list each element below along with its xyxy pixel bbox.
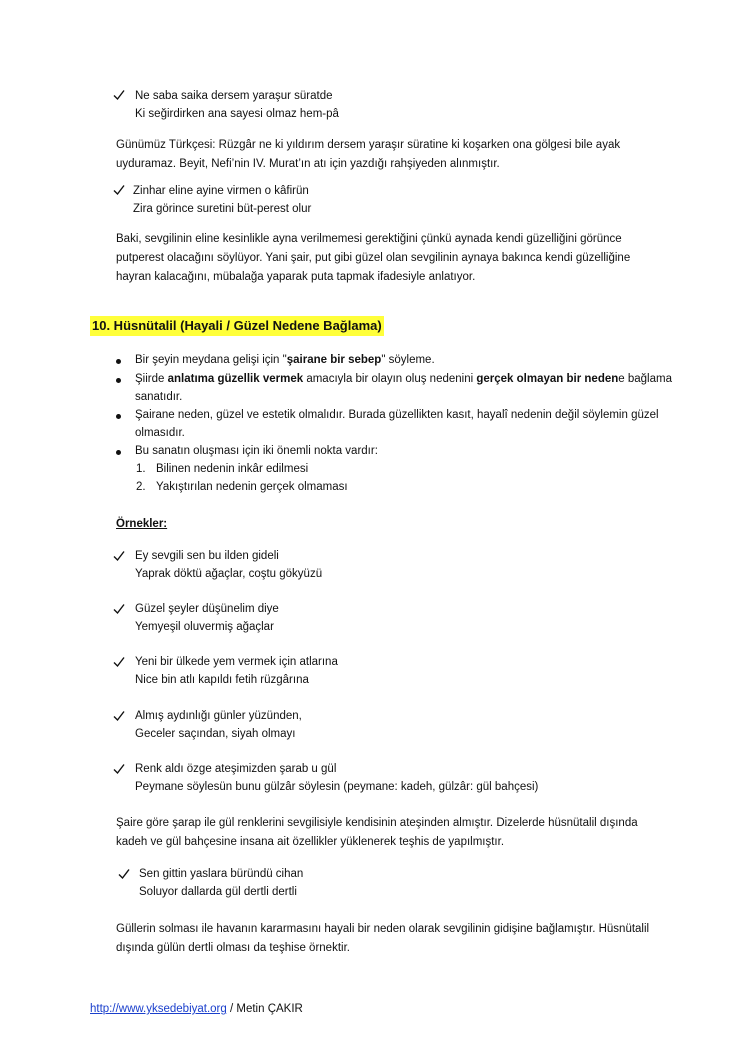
bullet-text: e bağlama [618, 373, 672, 385]
verse-line: Ki seğirdirken ana sayesi olmaz hem-pâ [135, 108, 339, 120]
verse-line: Yemyeşil oluvermiş ağaçlar [135, 621, 274, 633]
paragraph: Baki, sevgilinin eline kesinlikle ayna verilmemesi gerektiğini çünkü aynada kendi güzelliğini görünce putperest olacağını söylüyor. Yani şair, put gibi güzel olan sevgilinin aynaya bakınca kendi güzelliğine hayran kalacağını, mübalağa yaparak puta tapmak ifadesiyle anlatıyor. [116, 233, 631, 283]
numbered-item-number: 1. [136, 463, 146, 475]
bullet-text: Şiirde [135, 373, 168, 385]
paragraph: Şaire göre şarap ile gül renklerini sevgilisiyle kendisinin ateşinden almıştır. Dizelerde hüsnütalil dışında kadeh ve gül bahçesine insana ait özellikler yüklenerek teşhis de yapılmıştır. [116, 817, 638, 848]
bullet-icon [116, 359, 121, 364]
numbered-item: Yakıştırılan nedenin gerçek olmaması [156, 481, 348, 493]
paragraph: Günümüz Türkçesi: Rüzgâr ne ki yıldırım dersem yaraşır süratine ki koşarken ona gölgesi bile ayak uyduramaz. Beyit, Nefi’nin IV. Murat’ın atı için yazdığı rahşiyeden alınmıştır. [116, 139, 621, 170]
verse-line: Güzel şeyler düşünelim diye [135, 603, 279, 615]
paragraph: Güllerin solması ile havanın kararmasını hayali bir neden olarak sevgilinin gidişine bağlamıştır. Hüsnütalil dışında gülün dertli olması da teşhise örnektir. [116, 923, 650, 954]
numbered-item-number: 2. [136, 481, 146, 493]
bullet-item: Şairane neden, güzel ve estetik olmalıdır. Burada güzellikten kasıt, hayalî nedenin değil söylemin güzel [135, 409, 659, 421]
verse-line: Sen gittin yaslara büründü cihan [139, 868, 304, 880]
verse-line: Yeni bir ülkede yem vermek için atlarına [135, 656, 338, 668]
verse-line: Zira görince suretini büt-perest olur [133, 203, 312, 215]
bullet-text: Bir şeyin meydana gelişi için " [135, 354, 287, 366]
bullet-continuation: sanatıdır. [135, 391, 183, 403]
verse-line: Ne saba saika dersem yaraşur süratde [135, 90, 333, 102]
bullet-bold-text: gerçek olmayan bir neden [476, 373, 619, 385]
verse-line: Renk aldı özge ateşimizden şarab u gül [135, 763, 337, 775]
bullet-icon [116, 378, 121, 383]
website-link[interactable]: http://www.yksedebiyat.org [90, 1003, 227, 1015]
checkmark-icon [113, 710, 125, 722]
checkmark-icon [113, 763, 125, 775]
checkmark-icon [118, 868, 130, 880]
bullet-bold-text: anlatıma güzellik vermek [167, 373, 304, 385]
footer-separator: / [226, 1003, 237, 1015]
bullet-icon [116, 450, 121, 455]
checkmark-icon [113, 89, 125, 101]
checkmark-icon [113, 550, 125, 562]
checkmark-icon [113, 603, 125, 615]
bullet-item [135, 352, 435, 370]
verse-line: Almış aydınlığı günler yüzünden, [135, 710, 302, 722]
verse-line: Nice bin atlı kapıldı fetih rüzgârına [135, 674, 309, 686]
bullet-item: Bu sanatın oluşması için iki önemli nokta vardır: [135, 445, 378, 457]
examples-label: Örnekler: [116, 518, 168, 530]
author-name: Metin ÇAKIR [236, 1003, 303, 1015]
verse-line: Geceler saçından, siyah olmayı [135, 728, 296, 740]
bullet-item [135, 371, 672, 389]
bullet-text: amacıyla bir olayın oluş nedenini [303, 373, 477, 385]
checkmark-icon [113, 184, 125, 196]
numbered-item: Bilinen nedenin inkâr edilmesi [156, 463, 309, 475]
bullet-icon [116, 414, 121, 419]
verse-line: Ey sevgili sen bu ilden gideli [135, 550, 279, 562]
bullet-text: " söyleme. [381, 354, 435, 366]
checkmark-icon [113, 656, 125, 668]
verse-line: Yaprak döktü ağaçlar, coştu gökyüzü [135, 568, 323, 580]
section-heading: 10. Hüsnütalil (Hayali / Güzel Nedene Bağlama) [90, 316, 384, 336]
bullet-continuation: olmasıdır. [135, 427, 185, 439]
verse-line: Peymane söylesün bunu gülzâr söylesin (peymane: kadeh, gülzâr: gül bahçesi) [135, 781, 539, 793]
bullet-bold-text: şairane bir sebep [286, 354, 382, 366]
verse-line: Soluyor dallarda gül dertli dertli [139, 886, 297, 898]
verse-line: Zinhar eline ayine virmen o kâfirün [133, 185, 309, 197]
footer [90, 1001, 303, 1019]
